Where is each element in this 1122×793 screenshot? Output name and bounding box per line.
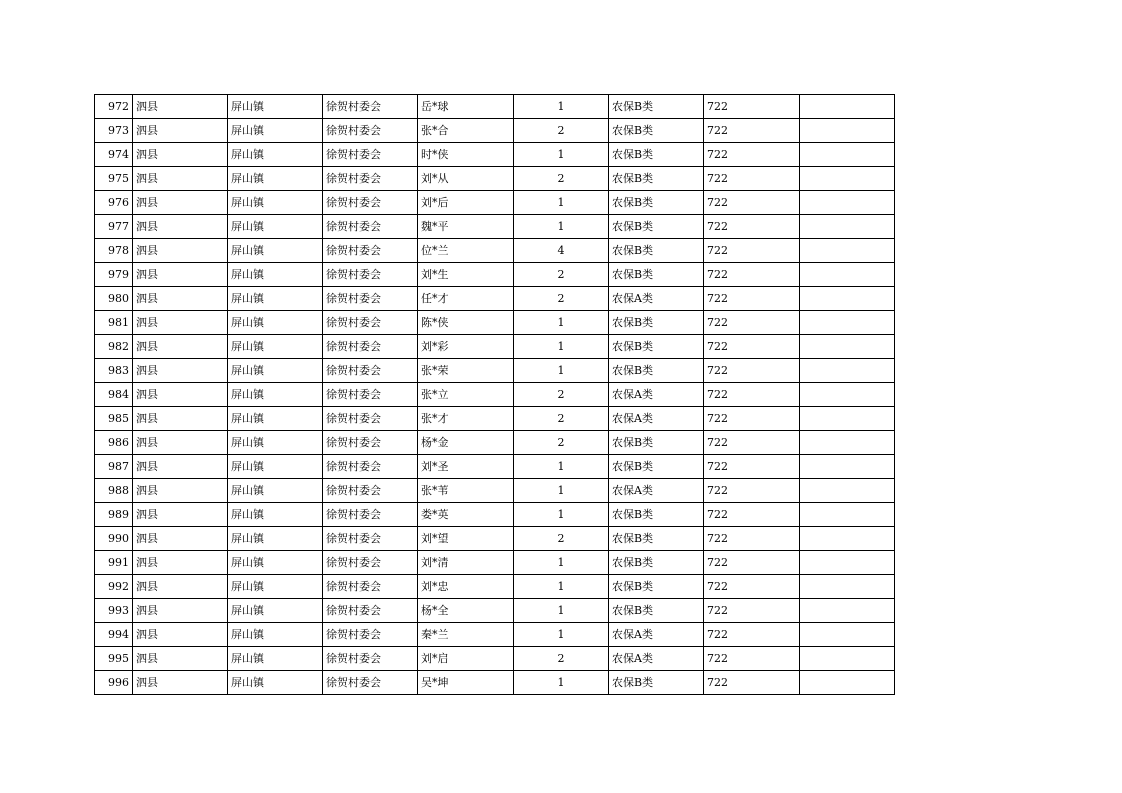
amount-cell: 722 [704,359,800,383]
category-cell: 农保B类 [609,575,704,599]
row-number-cell: 981 [95,311,133,335]
household-count-cell: 2 [514,119,609,143]
category-cell: 农保B类 [609,455,704,479]
county-cell: 泗县 [133,215,228,239]
note-cell [800,239,895,263]
name-cell: 岳*球 [418,95,514,119]
note-cell [800,335,895,359]
amount-cell: 722 [704,95,800,119]
name-cell: 刘*后 [418,191,514,215]
table-row [95,671,895,695]
category-cell: 农保B类 [609,95,704,119]
note-cell [800,263,895,287]
county-cell: 泗县 [133,263,228,287]
amount-cell: 722 [704,335,800,359]
town-cell: 屏山镇 [228,383,323,407]
town-cell: 屏山镇 [228,647,323,671]
county-cell: 泗县 [133,191,228,215]
county-cell: 泗县 [133,287,228,311]
town-cell: 屏山镇 [228,551,323,575]
county-cell: 泗县 [133,455,228,479]
amount-cell: 722 [704,479,800,503]
note-cell [800,431,895,455]
town-cell: 屏山镇 [228,623,323,647]
name-cell: 杨*全 [418,599,514,623]
town-cell: 屏山镇 [228,479,323,503]
name-cell: 张*荣 [418,359,514,383]
amount-cell: 722 [704,431,800,455]
note-cell [800,455,895,479]
household-count-cell: 2 [514,167,609,191]
village-cell: 徐贺村委会 [323,431,418,455]
village-cell: 徐贺村委会 [323,119,418,143]
note-cell [800,191,895,215]
row-number-cell: 976 [95,191,133,215]
name-cell: 张*才 [418,407,514,431]
table-row [95,359,895,383]
table-row [95,119,895,143]
county-cell: 泗县 [133,383,228,407]
table-row [95,335,895,359]
category-cell: 农保B类 [609,359,704,383]
name-cell: 刘*生 [418,263,514,287]
household-count-cell: 1 [514,335,609,359]
county-cell: 泗县 [133,95,228,119]
amount-cell: 722 [704,647,800,671]
household-count-cell: 2 [514,527,609,551]
household-count-cell: 1 [514,143,609,167]
row-number-cell: 994 [95,623,133,647]
household-count-cell: 1 [514,479,609,503]
table-row [95,287,895,311]
table-row [95,623,895,647]
county-cell: 泗县 [133,479,228,503]
category-cell: 农保A类 [609,287,704,311]
household-count-cell: 1 [514,623,609,647]
name-cell: 秦*兰 [418,623,514,647]
amount-cell: 722 [704,191,800,215]
row-number-cell: 986 [95,431,133,455]
table-row [95,431,895,455]
roster-sheet [94,94,895,695]
row-number-cell: 996 [95,671,133,695]
row-number-cell: 985 [95,407,133,431]
amount-cell: 722 [704,599,800,623]
amount-cell: 722 [704,575,800,599]
row-number-cell: 978 [95,239,133,263]
name-cell: 张*苇 [418,479,514,503]
note-cell [800,671,895,695]
row-number-cell: 992 [95,575,133,599]
village-cell: 徐贺村委会 [323,359,418,383]
amount-cell: 722 [704,383,800,407]
category-cell: 农保B类 [609,167,704,191]
household-count-cell: 1 [514,671,609,695]
village-cell: 徐贺村委会 [323,239,418,263]
amount-cell: 722 [704,551,800,575]
row-number-cell: 991 [95,551,133,575]
village-cell: 徐贺村委会 [323,215,418,239]
category-cell: 农保B类 [609,239,704,263]
town-cell: 屏山镇 [228,431,323,455]
note-cell [800,215,895,239]
household-count-cell: 2 [514,263,609,287]
note-cell [800,287,895,311]
amount-cell: 722 [704,239,800,263]
row-number-cell: 977 [95,215,133,239]
town-cell: 屏山镇 [228,599,323,623]
category-cell: 农保A类 [609,383,704,407]
name-cell: 张*合 [418,119,514,143]
note-cell [800,527,895,551]
name-cell: 刘*从 [418,167,514,191]
amount-cell: 722 [704,671,800,695]
amount-cell: 722 [704,623,800,647]
name-cell: 陈*侠 [418,311,514,335]
table-row [95,503,895,527]
amount-cell: 722 [704,527,800,551]
name-cell: 刘*启 [418,647,514,671]
county-cell: 泗县 [133,407,228,431]
village-cell: 徐贺村委会 [323,527,418,551]
row-number-cell: 980 [95,287,133,311]
row-number-cell: 974 [95,143,133,167]
table-row [95,599,895,623]
category-cell: 农保A类 [609,623,704,647]
town-cell: 屏山镇 [228,191,323,215]
household-count-cell: 1 [514,503,609,527]
amount-cell: 722 [704,407,800,431]
row-number-cell: 995 [95,647,133,671]
village-cell: 徐贺村委会 [323,167,418,191]
name-cell: 吴*坤 [418,671,514,695]
amount-cell: 722 [704,167,800,191]
name-cell: 娄*英 [418,503,514,527]
town-cell: 屏山镇 [228,215,323,239]
amount-cell: 722 [704,119,800,143]
village-cell: 徐贺村委会 [323,407,418,431]
table-row [95,479,895,503]
county-cell: 泗县 [133,359,228,383]
category-cell: 农保B类 [609,263,704,287]
village-cell: 徐贺村委会 [323,95,418,119]
table-row [95,215,895,239]
town-cell: 屏山镇 [228,167,323,191]
household-count-cell: 1 [514,551,609,575]
village-cell: 徐贺村委会 [323,503,418,527]
category-cell: 农保A类 [609,407,704,431]
county-cell: 泗县 [133,647,228,671]
category-cell: 农保B类 [609,191,704,215]
county-cell: 泗县 [133,335,228,359]
town-cell: 屏山镇 [228,311,323,335]
row-number-cell: 990 [95,527,133,551]
county-cell: 泗县 [133,527,228,551]
household-count-cell: 2 [514,407,609,431]
table-row [95,407,895,431]
name-cell: 刘*圣 [418,455,514,479]
household-count-cell: 1 [514,311,609,335]
category-cell: 农保B类 [609,551,704,575]
amount-cell: 722 [704,311,800,335]
village-cell: 徐贺村委会 [323,647,418,671]
row-number-cell: 989 [95,503,133,527]
village-cell: 徐贺村委会 [323,143,418,167]
county-cell: 泗县 [133,575,228,599]
table-row [95,311,895,335]
row-number-cell: 987 [95,455,133,479]
household-count-cell: 1 [514,455,609,479]
town-cell: 屏山镇 [228,503,323,527]
note-cell [800,575,895,599]
county-cell: 泗县 [133,623,228,647]
village-cell: 徐贺村委会 [323,287,418,311]
village-cell: 徐贺村委会 [323,311,418,335]
category-cell: 农保B类 [609,431,704,455]
row-number-cell: 983 [95,359,133,383]
note-cell [800,599,895,623]
town-cell: 屏山镇 [228,95,323,119]
town-cell: 屏山镇 [228,407,323,431]
village-cell: 徐贺村委会 [323,191,418,215]
category-cell: 农保B类 [609,119,704,143]
town-cell: 屏山镇 [228,287,323,311]
row-number-cell: 975 [95,167,133,191]
row-number-cell: 972 [95,95,133,119]
table-row [95,527,895,551]
name-cell: 刘*彩 [418,335,514,359]
household-count-cell: 1 [514,95,609,119]
household-count-cell: 1 [514,215,609,239]
county-cell: 泗县 [133,119,228,143]
town-cell: 屏山镇 [228,359,323,383]
household-count-cell: 4 [514,239,609,263]
table-row [95,551,895,575]
village-cell: 徐贺村委会 [323,671,418,695]
county-cell: 泗县 [133,551,228,575]
town-cell: 屏山镇 [228,239,323,263]
row-number-cell: 973 [95,119,133,143]
category-cell: 农保B类 [609,215,704,239]
county-cell: 泗县 [133,431,228,455]
name-cell: 刘*忠 [418,575,514,599]
village-cell: 徐贺村委会 [323,599,418,623]
county-cell: 泗县 [133,167,228,191]
amount-cell: 722 [704,215,800,239]
name-cell: 位*兰 [418,239,514,263]
table-row [95,167,895,191]
village-cell: 徐贺村委会 [323,383,418,407]
category-cell: 农保A类 [609,647,704,671]
table-row [95,383,895,407]
note-cell [800,383,895,407]
town-cell: 屏山镇 [228,671,323,695]
county-cell: 泗县 [133,671,228,695]
note-cell [800,623,895,647]
category-cell: 农保B类 [609,335,704,359]
household-count-cell: 2 [514,431,609,455]
note-cell [800,119,895,143]
town-cell: 屏山镇 [228,335,323,359]
category-cell: 农保B类 [609,143,704,167]
village-cell: 徐贺村委会 [323,551,418,575]
household-count-cell: 2 [514,647,609,671]
amount-cell: 722 [704,143,800,167]
row-number-cell: 984 [95,383,133,407]
note-cell [800,311,895,335]
name-cell: 杨*金 [418,431,514,455]
county-cell: 泗县 [133,503,228,527]
town-cell: 屏山镇 [228,263,323,287]
name-cell: 时*侠 [418,143,514,167]
table-row [95,263,895,287]
roster-body [95,95,895,695]
village-cell: 徐贺村委会 [323,575,418,599]
county-cell: 泗县 [133,311,228,335]
name-cell: 刘*清 [418,551,514,575]
row-number-cell: 982 [95,335,133,359]
table-row [95,455,895,479]
note-cell [800,647,895,671]
category-cell: 农保B类 [609,671,704,695]
town-cell: 屏山镇 [228,455,323,479]
town-cell: 屏山镇 [228,575,323,599]
table-row [95,191,895,215]
table-row [95,143,895,167]
note-cell [800,143,895,167]
household-count-cell: 1 [514,191,609,215]
county-cell: 泗县 [133,599,228,623]
village-cell: 徐贺村委会 [323,263,418,287]
amount-cell: 722 [704,263,800,287]
amount-cell: 722 [704,455,800,479]
name-cell: 任*才 [418,287,514,311]
category-cell: 农保B类 [609,311,704,335]
note-cell [800,359,895,383]
amount-cell: 722 [704,503,800,527]
table-row [95,95,895,119]
roster-table [94,94,895,695]
table-row [95,575,895,599]
household-count-cell: 1 [514,359,609,383]
village-cell: 徐贺村委会 [323,335,418,359]
note-cell [800,503,895,527]
category-cell: 农保A类 [609,479,704,503]
town-cell: 屏山镇 [228,527,323,551]
name-cell: 刘*望 [418,527,514,551]
amount-cell: 722 [704,287,800,311]
town-cell: 屏山镇 [228,119,323,143]
village-cell: 徐贺村委会 [323,455,418,479]
category-cell: 农保B类 [609,599,704,623]
row-number-cell: 979 [95,263,133,287]
household-count-cell: 2 [514,383,609,407]
table-row [95,647,895,671]
household-count-cell: 2 [514,287,609,311]
village-cell: 徐贺村委会 [323,479,418,503]
note-cell [800,551,895,575]
name-cell: 魏*平 [418,215,514,239]
table-row [95,239,895,263]
row-number-cell: 988 [95,479,133,503]
note-cell [800,167,895,191]
county-cell: 泗县 [133,143,228,167]
household-count-cell: 1 [514,599,609,623]
row-number-cell: 993 [95,599,133,623]
note-cell [800,479,895,503]
county-cell: 泗县 [133,239,228,263]
category-cell: 农保B类 [609,503,704,527]
village-cell: 徐贺村委会 [323,623,418,647]
note-cell [800,407,895,431]
category-cell: 农保B类 [609,527,704,551]
town-cell: 屏山镇 [228,143,323,167]
note-cell [800,95,895,119]
name-cell: 张*立 [418,383,514,407]
household-count-cell: 1 [514,575,609,599]
